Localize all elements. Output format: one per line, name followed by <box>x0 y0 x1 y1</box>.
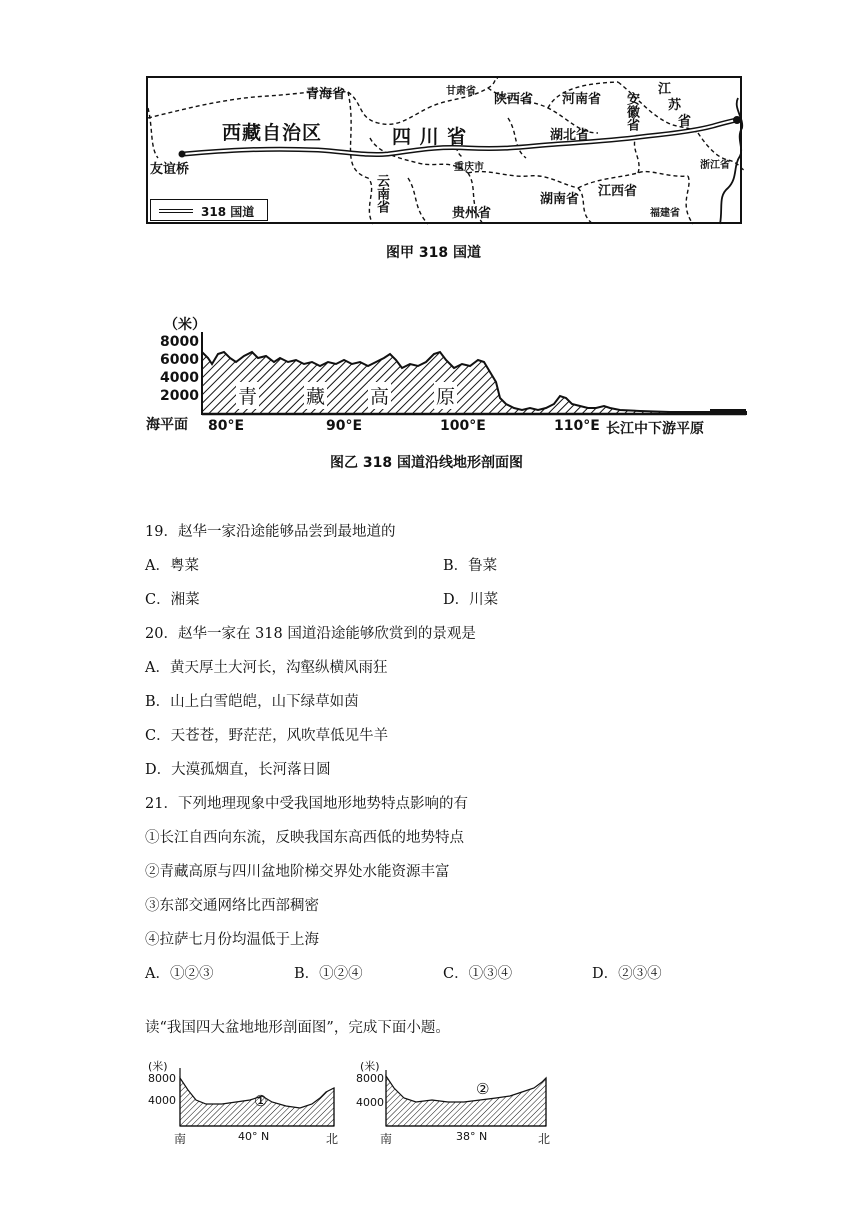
basin-2-unit: (米) <box>360 1060 380 1073</box>
q19-option-a[interactable]: A．粤菜 <box>145 558 199 574</box>
q20-option-c[interactable]: C．天苍苍，野茫茫，风吹草低见牛羊 <box>145 728 389 744</box>
label-henan: 河南省 <box>562 92 602 107</box>
basin-intro: 读“我国四大盆地地形剖面图”，完成下面小题。 <box>145 1020 450 1036</box>
q21-stem: 21．下列地理现象中受我国地形地势特点影响的有 <box>145 796 468 812</box>
basin-1-unit: (米) <box>148 1060 168 1073</box>
profile-xtick-110e: 110°E <box>554 418 600 434</box>
label-yunnan: 云南省 <box>374 174 389 213</box>
q20-option-b[interactable]: B．山上白雪皑皑，山下绿草如茵 <box>145 694 359 710</box>
basin-1-ytick-8000: 8000 <box>148 1072 176 1085</box>
profile-ytick-6000: 6000 <box>160 352 199 368</box>
label-jiangxi: 江西省 <box>598 184 638 199</box>
q19-option-c[interactable]: C．湘菜 <box>145 592 200 608</box>
region-char-3: 高 <box>368 382 391 409</box>
profile-ytick-8000: 8000 <box>160 334 199 350</box>
profile-unit: （米） <box>164 317 206 333</box>
basin-2-lat: 38° N <box>456 1130 488 1143</box>
label-sichuan: 四 川 省 <box>392 126 468 148</box>
label-anhui: 安徽省 <box>624 92 639 131</box>
basin-2-north: 北 <box>538 1132 551 1146</box>
basin-1-north: 北 <box>326 1132 339 1146</box>
profile-ytick-4000: 4000 <box>160 370 199 386</box>
profile-terrain <box>202 352 746 414</box>
figure-a-caption: 图甲 318 国道 <box>386 245 481 261</box>
label-jiangsu-3: 省 <box>678 114 692 129</box>
region-char-2: 藏 <box>304 382 327 409</box>
shanghai-point <box>733 116 741 124</box>
q21-item-2: ②青藏高原与四川盆地阶梯交界处水能资源丰富 <box>145 864 450 880</box>
q21-option-c[interactable]: C．①③④ <box>443 966 513 982</box>
basin-profile-2 <box>352 1058 552 1146</box>
label-guizhou: 贵州省 <box>452 206 492 221</box>
profile-ytick-2000: 2000 <box>160 388 199 404</box>
basin-2-marker: ② <box>476 1080 490 1098</box>
q19-option-d[interactable]: D．川菜 <box>443 592 499 608</box>
q19-option-b[interactable]: B．鲁菜 <box>443 558 498 574</box>
profile-end-label: 长江中下游平原 <box>606 421 704 437</box>
q19-stem: 19．赵华一家沿途能够品尝到最地道的 <box>145 524 396 540</box>
region-char-1: 青 <box>236 382 259 409</box>
q20-option-a[interactable]: A．黄天厚土大河长，沟壑纵横风雨狂 <box>145 660 388 676</box>
basin-2-south: 南 <box>380 1132 393 1146</box>
label-jiangsu-1: 江 <box>658 82 672 97</box>
legend-label: 318 国道 <box>201 205 255 219</box>
q21-item-4: ④拉萨七月份均温低于上海 <box>145 932 319 948</box>
label-shaanxi: 陕西省 <box>494 92 534 107</box>
basin-2-ytick-8000: 8000 <box>356 1072 384 1085</box>
profile-xtick-100e: 100°E <box>440 418 486 434</box>
label-zhejiang: 浙江省 <box>700 160 730 171</box>
q20-stem: 20．赵华一家在 318 国道沿途能够欣赏到的景观是 <box>145 626 476 642</box>
label-hubei: 湖北省 <box>550 128 590 143</box>
q21-option-b[interactable]: B．①②④ <box>294 966 363 982</box>
basin-1-ytick-4000: 4000 <box>148 1094 176 1107</box>
q20-option-d[interactable]: D．大漠孤烟直，长河落日圆 <box>145 762 331 778</box>
basin-1-south: 南 <box>174 1132 187 1146</box>
youyiqiao-point <box>179 151 186 158</box>
route-318-map <box>146 76 742 224</box>
legend-route-symbol <box>159 209 193 213</box>
label-gansu: 甘肃省 <box>446 86 476 97</box>
label-youyiqiao: 友谊桥 <box>150 162 190 177</box>
q21-item-3: ③东部交通网络比西部稠密 <box>145 898 319 914</box>
q21-option-d[interactable]: D．②③④ <box>592 966 662 982</box>
label-fujian: 福建省 <box>650 208 680 219</box>
basin-1-lat: 40° N <box>238 1130 270 1143</box>
profile-sea-level: 海平面 <box>146 417 188 433</box>
basin-profile-1 <box>140 1058 340 1146</box>
profile-xtick-80e: 80°E <box>208 418 245 434</box>
q21-option-a[interactable]: A．①②③ <box>145 966 214 982</box>
label-hunan: 湖南省 <box>540 192 580 207</box>
basin-2-terrain <box>386 1076 546 1126</box>
basin-2-ytick-4000: 4000 <box>356 1096 384 1109</box>
label-jiangsu-2: 苏 <box>668 98 682 113</box>
map-legend <box>150 199 268 221</box>
label-qinghai: 青海省 <box>306 87 346 102</box>
figure-b-caption: 图乙 318 国道沿线地形剖面图 <box>330 455 523 471</box>
profile-xtick-90e: 90°E <box>326 418 363 434</box>
label-chongqing: 重庆市 <box>454 162 484 173</box>
label-xizang: 西藏自治区 <box>222 122 323 144</box>
basin-1-marker: ① <box>254 1092 268 1110</box>
region-char-4: 原 <box>434 382 457 409</box>
q21-item-1: ①长江自西向东流，反映我国东高西低的地势特点 <box>145 830 464 846</box>
route-318-profile <box>140 312 750 442</box>
